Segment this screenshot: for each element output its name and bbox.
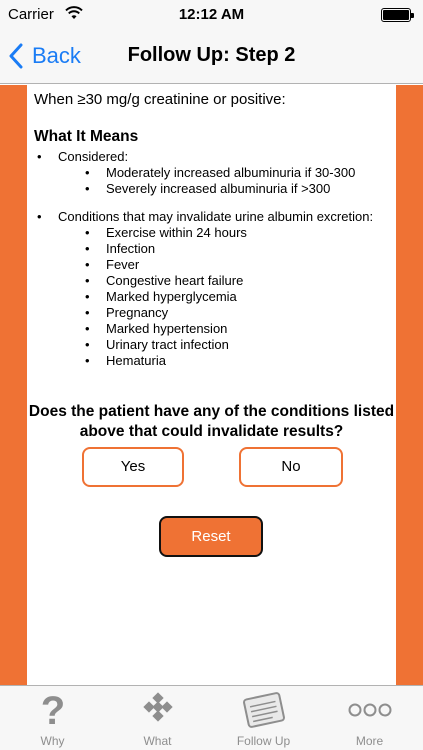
tab-follow-up[interactable] — [211, 686, 316, 750]
page-title: Follow Up: Step 2 — [127, 44, 296, 66]
list-item: • Pregnancy — [58, 305, 392, 321]
list-item: • Exercise within 24 hours — [58, 225, 392, 241]
tab-more[interactable] — [317, 686, 422, 750]
no-button[interactable]: No — [239, 447, 343, 487]
list-item: • Congestive heart failure — [58, 273, 392, 289]
conditions-list — [34, 209, 392, 369]
more-icon — [347, 703, 393, 717]
yes-button[interactable]: Yes — [82, 447, 184, 487]
list-item: • Fever — [58, 257, 392, 273]
list-item: • Hematuria — [58, 353, 392, 369]
list-item: • Moderately increased albuminuria if 30-300 — [58, 165, 392, 181]
question-icon — [38, 691, 68, 729]
list-item: • Marked hypertension — [58, 321, 392, 337]
considered-label: Considered: — [58, 149, 129, 164]
svg-text:?: ? — [40, 691, 65, 729]
tab-label: Why — [40, 734, 65, 748]
status-bar — [0, 0, 423, 30]
list-item: • Marked hyperglycemia — [58, 289, 392, 305]
carrier-label: Carrier — [8, 6, 54, 23]
tab-why[interactable] — [0, 686, 105, 750]
conditions-label: Conditions that may invalidate urine albumin excretion: — [58, 209, 374, 224]
considered-sublist — [58, 165, 392, 197]
list-item — [34, 209, 392, 369]
back-label: Back — [32, 43, 81, 68]
list-item: • Urinary tract infection — [58, 337, 392, 353]
content-frame — [0, 85, 423, 685]
considered-list — [34, 149, 392, 197]
section-heading: What It Means — [34, 128, 139, 145]
tab-label: More — [355, 734, 384, 748]
tab-bar — [0, 685, 423, 750]
tab-what[interactable] — [105, 686, 210, 750]
reset-button[interactable]: Reset — [159, 516, 263, 557]
list-item: • Infection — [58, 241, 392, 257]
content-panel[interactable] — [27, 85, 396, 685]
navigation-bar — [0, 30, 423, 84]
conditions-sublist — [58, 225, 392, 369]
tab-label: Follow Up — [236, 734, 291, 748]
tab-label: What — [143, 734, 172, 748]
list-item: • Severely increased albuminuria if >300 — [58, 181, 392, 197]
intro-text: When ≥30 mg/g creatinine or positive: — [34, 91, 286, 108]
list-item — [34, 149, 392, 197]
clock: 12:12 AM — [178, 6, 245, 23]
question-text: Does the patient have any of the conditions listed above that could invalidate results? — [28, 403, 395, 440]
battery-icon — [381, 8, 411, 22]
diamond-grid-icon — [138, 692, 178, 728]
notepad-icon — [238, 690, 290, 730]
